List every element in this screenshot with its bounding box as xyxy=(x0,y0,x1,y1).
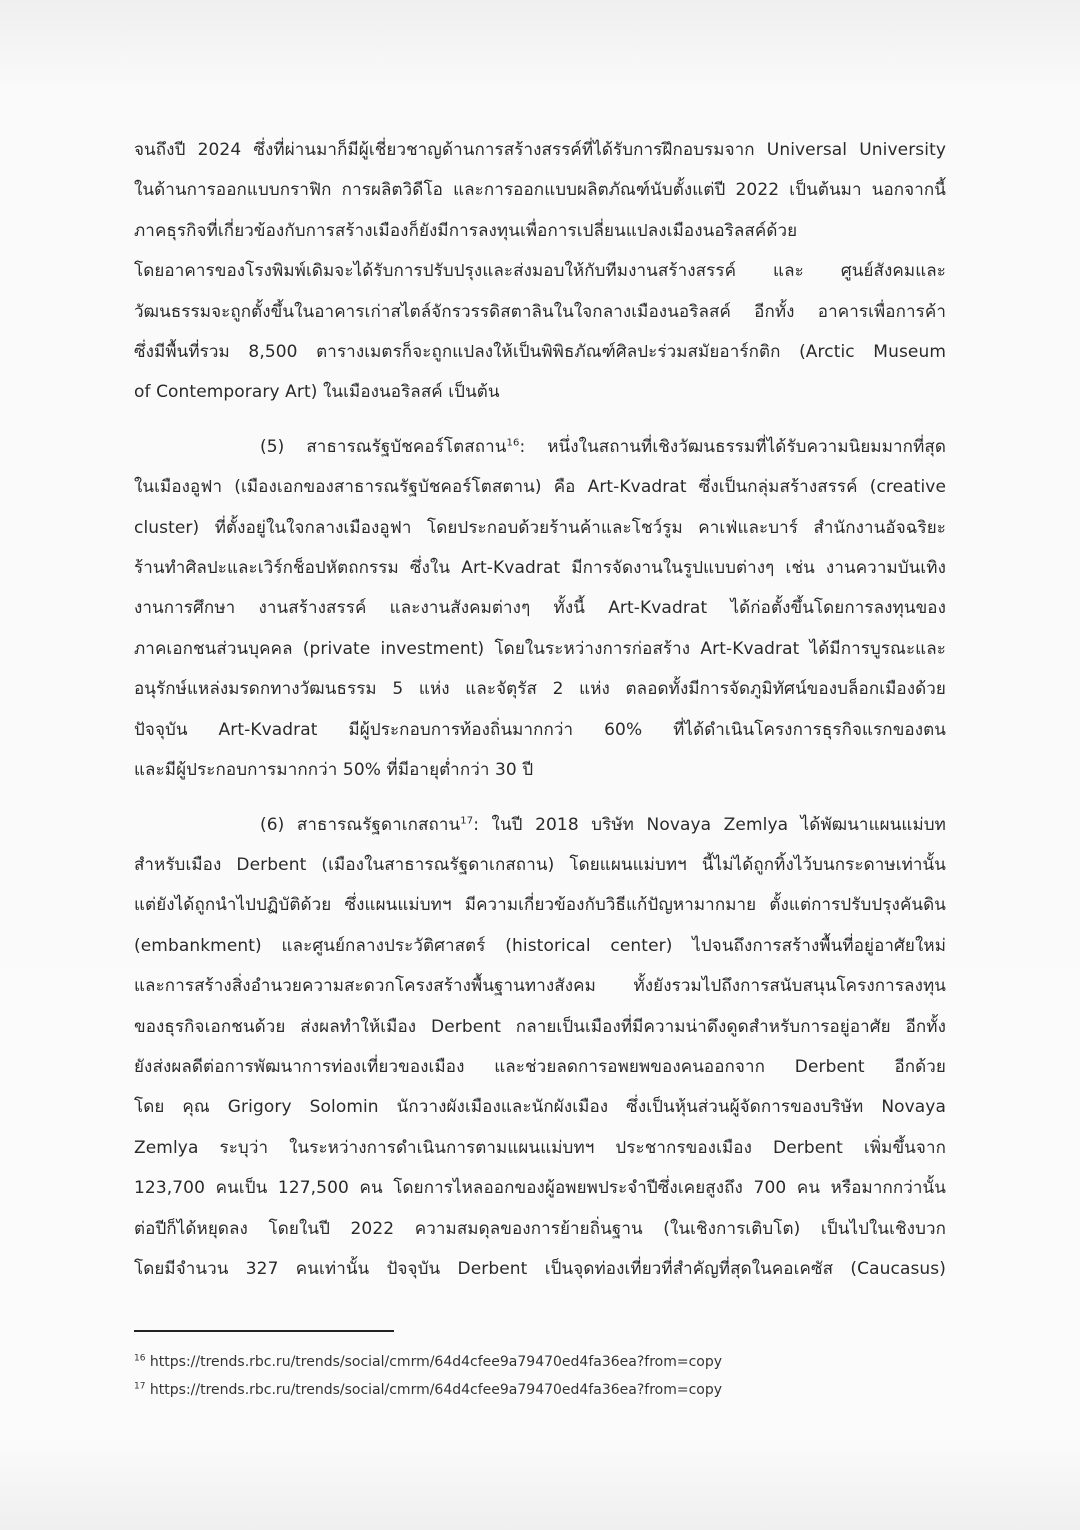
footnote-separator xyxy=(134,1330,394,1332)
text-line: ของธุรกิจเอกชนด้วย ส่งผลทำให้เมือง Derbent กลายเป็นเมืองที่มีความน่าดึงดูดสำหรับการอยู่อาศัย อีกทั้ง xyxy=(134,1016,946,1037)
footnote-number: 16 xyxy=(134,1353,146,1364)
footnote-17 xyxy=(134,1376,946,1404)
footnote-16 xyxy=(134,1348,946,1376)
paragraph-lead-line xyxy=(134,805,946,845)
footnote-link[interactable]: https://trends.rbc.ru/trends/social/cmrm/64d4cfee9a79470ed4fa36ea?from=copy xyxy=(149,1382,723,1398)
footnotes xyxy=(134,1330,946,1404)
footnote-number: 17 xyxy=(134,1381,146,1392)
body-text xyxy=(134,130,946,1289)
text-line: of Contemporary Art) ในเมืองนอริลสค์ เป็นต้น xyxy=(134,382,500,403)
paragraph-dagestan xyxy=(134,805,946,1290)
paragraph-bashkortostan xyxy=(134,427,946,791)
text-line: ในด้านการออกแบบกราฟิก การผลิตวิดีโอ และการออกแบบผลิตภัณฑ์นับตั้งแต่ปี 2022 เป็นต้นมา นอกจากนี้ xyxy=(134,180,946,201)
text-line: ซึ่งมีพื้นที่รวม 8,500 ตารางเมตรก็จะถูกแปลงให้เป็นพิพิธภัณฑ์ศิลปะร่วมสมัยอาร์กติก (Arctic Museum xyxy=(134,342,946,363)
footnote-ref-16[interactable]: 16 xyxy=(506,437,520,449)
text-line: จนถึงปี 2024 ซึ่งที่ผ่านมาก็มีผู้เชี่ยวชาญด้านการสร้างสรรค์ที่ได้รับการฝึกอบรมจาก Universal University xyxy=(134,140,946,160)
text-line: ภาคธุรกิจที่เกี่ยวข้องกับการสร้างเมืองก็ยังมีการลงทุนเพื่อการเปลี่ยนแปลงเมืองนอริลสค์ด้วย xyxy=(134,220,798,241)
text-line: ภาคเอกชนส่วนบุคคล (private investment) โดยในระหว่างการก่อสร้าง Art-Kvadrat ได้มีการบูรณะและ xyxy=(134,638,946,659)
text-line: โดยมีจำนวน 327 คนเท่านั้น ปัจจุบัน Derbent เป็นจุดท่องเที่ยวที่สำคัญที่สุดในคอเคซัส (Caucasus) xyxy=(134,1258,946,1279)
footnote-ref-17[interactable]: 17 xyxy=(460,814,474,826)
text-line: Zemlya ระบุว่า ในระหว่างการดำเนินการตามแผนแม่บทฯ ประชากรของเมือง Derbent เพิ่มขึ้นจาก xyxy=(134,1137,946,1158)
text-line: โดยอาคารของโรงพิมพ์เดิมจะได้รับการปรับปรุงและส่งมอบให้กับทีมงานสร้างสรรค์ และ ศูนย์สังคมและ xyxy=(134,261,946,282)
text-line: ร้านทำศิลปะและเวิร์กช็อปหัตถกรรม ซึ่งใน Art-Kvadrat มีการจัดงานในรูปแบบต่างๆ เช่น งานความบันเทิง xyxy=(134,558,946,579)
text-line: ยังส่งผลดีต่อการพัฒนาการท่องเที่ยวของเมือง และช่วยลดการอพยพของคนออกจาก Derbent อีกด้วย xyxy=(134,1056,946,1077)
text-line: (embankment) และศูนย์กลางประวัติศาสตร์ (historical center) ไปจนถึงการสร้างพื้นที่อยู่อาศัยใหม่ xyxy=(134,935,946,956)
text-line: อนุรักษ์แหล่งมรดกทางวัฒนธรรม 5 แห่ง และจัตุรัส 2 แห่ง ตลอดทั้งมีการจัดภูมิทัศน์ของบล็อกเมืองด้วย xyxy=(134,679,946,700)
paragraph-heading: (6) สาธารณรัฐดาเกสถาน xyxy=(260,814,461,835)
text-line: cluster) ที่ตั้งอยู่ในใจกลางเมืองอูฟา โดยประกอบด้วยร้านค้าและโชว์รูม คาเฟ่และบาร์ สำนักงานอัจฉริยะ xyxy=(134,517,946,538)
text-line: ในเมืองอูฟา (เมืองเอกของสาธารณรัฐบัชคอร์โตสตาน) คือ Art-Kvadrat ซึ่งเป็นกลุ่มสร้างสรรค์ (creative xyxy=(134,477,946,498)
paragraph-heading: (5) สาธารณรัฐบัชคอร์โตสถาน xyxy=(260,436,507,457)
text-line: ปัจจุบัน Art-Kvadrat มีผู้ประกอบการท้องถิ่นมากกว่า 60% ที่ได้ดำเนินโครงการธุรกิจแรกของตน xyxy=(134,719,946,740)
lead-text: : ในปี 2018 บริษัท Novaya Zemlya ได้พัฒนาแผนแม่บท xyxy=(473,814,946,835)
text-line: ต่อปีก็ได้หยุดลง โดยในปี 2022 ความสมดุลของการย้ายถิ่นฐาน (ในเชิงการเติบโต) เป็นไปในเชิงบวก xyxy=(134,1218,946,1239)
paragraph-lead-line xyxy=(134,427,946,467)
paragraph-arctic xyxy=(134,130,946,413)
text-line: 123,700 คนเป็น 127,500 คน โดยการไหลออกของผู้อพยพประจำปีซึ่งเคยสูงถึง 700 คน หรือมากกว่านั้น xyxy=(134,1178,946,1199)
text-line: งานการศึกษา งานสร้างสรรค์ และงานสังคมต่างๆ ทั้งนี้ Art-Kvadrat ได้ก่อตั้งขึ้นโดยการลงทุนของ xyxy=(134,598,946,619)
text-line: สำหรับเมือง Derbent (เมืองในสาธารณรัฐดาเกสถาน) โดยแผนแม่บทฯ นี้ไม่ได้ถูกทิ้งไว้บนกระดาษเท่านั้น xyxy=(134,854,946,875)
lead-text: : หนึ่งในสถานที่เชิงวัฒนธรรมที่ได้รับความนิยมมากที่สุด xyxy=(519,436,946,457)
text-line: และการสร้างสิ่งอำนวยความสะดวกโครงสร้างพื้นฐานทางสังคม ทั้งยังรวมไปถึงการสนับสนุนโครงการลงทุน xyxy=(134,976,946,997)
text-line: แต่ยังได้ถูกนำไปปฏิบัติด้วย ซึ่งแผนแม่บทฯ มีความเกี่ยวข้องกับวิธีแก้ปัญหามากมาย ตั้งแต่การปรับปรุงคันดิน xyxy=(134,895,946,916)
text-line: วัฒนธรรมจะถูกตั้งขึ้นในอาคารเก่าสไตล์จักรวรรดิสตาลินในใจกลางเมืองนอริลสค์ อีกทั้ง อาคารเพื่อการค้า xyxy=(134,301,946,322)
footnote-link[interactable]: https://trends.rbc.ru/trends/social/cmrm/64d4cfee9a79470ed4fa36ea?from=copy xyxy=(149,1354,723,1370)
text-line: และมีผู้ประกอบการมากกว่า 50% ที่มีอายุต่ำกว่า 30 ปี xyxy=(134,760,534,781)
text-line: โดย คุณ Grigory Solomin นักวางผังเมืองและนักผังเมือง ซึ่งเป็นหุ้นส่วนผู้จัดการของบริษัท Novaya xyxy=(134,1097,946,1118)
